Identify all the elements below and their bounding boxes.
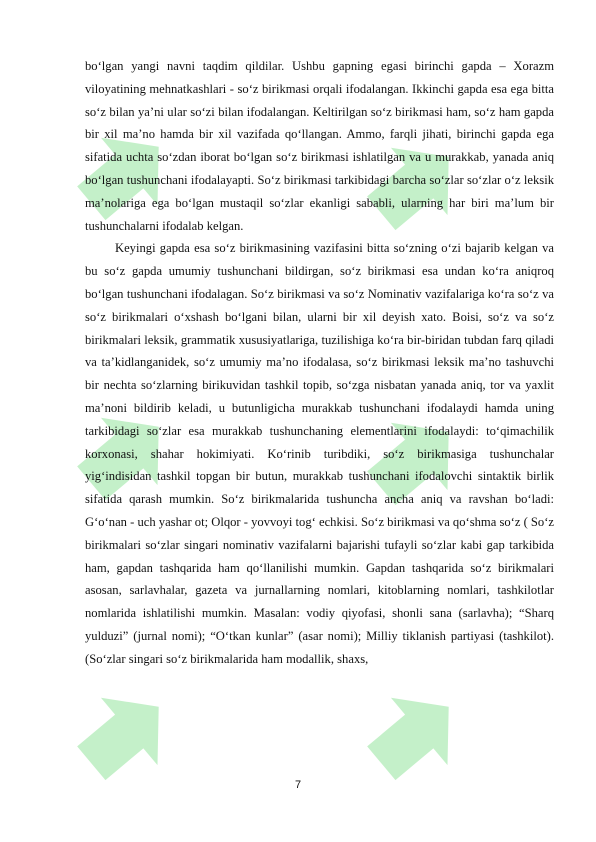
green-arrow-watermark-icon <box>70 680 180 790</box>
paragraph: bo‘lgan yangi navni taqdim qildilar. Ushbu gapning egasi birinchi gapda – Xorazm viloyatining mehnatkashlari - so‘z birikmasi orqali ifodalangan. Ikkinchi gapda esa ega bitta so‘z bilan ya’ni ular so‘zi bilan ifodalangan. Keltirilgan so‘z birikmasi ham, so‘z ham gapda bir xil ma’no hamda bir xil vazifada qo‘llangan. Ammo, farqli jihati, birinchi gapda ega sifatida uchta so‘zdan iborat bo‘lgan so‘z birikmasi ishlatilgan va u murakkab, yanada aniq bo‘lgan tushunchani ifodalayapti. So‘z birikmasi tarkibidagi barcha so‘zlar so‘zlar o‘z leksik ma’nolariga ega bo‘lgan mustaqil so‘zlar ekanligi sababli, ularning har biri ma’lum bir tushunchalarni ifodalab kelgan. <box>85 59 554 233</box>
paragraph: Keyingi gapda esa so‘z birikmasining vazifasini bitta so‘zning o‘zi bajarib kelgan va bu so‘z gapda umumiy tushunchani bildirgan, so‘z birikmasi esa undan ko‘ra aniqroq bo‘lgan tushunchani ifodalagan. So‘z birikmasi va so‘z Nominativ vazifalariga ko‘ra so‘z va so‘z birikmalari o‘xshash bo‘lgani bilan, ularni bir xil deyish xato. Boisi, so‘z va so‘z birikmalari leksik, grammatik xususiyatlariga, tuzilishiga ko‘ra bir-biridan tubdan farq qiladi va ta’kidlanganidek, so‘z umumiy ma’no ifodalasa, so‘z birikmasi leksik ma’no tashuvchi bir nechta so‘zlarning birikuvidan tashkil topib, so‘zga nisbatan yanada aniq, tor va yaxlit ma’noni bildirib keladi, u butunligicha murakkab tushunchani ifodalaydi hamda uning tarkibidagi so‘zlar esa murakkab tushunchaning elementlarini ifodalaydi: to‘qimachilik korxonasi, shahar hokimiyati. Ko‘rinib turibdiki, so‘z birikmasiga tushunchalar yig‘indisidan tashkil topgan bir butun, murakkab tushunchani ifodalovchi sintaktik birlik sifatida qarash mumkin. So‘z birikmalarida tushuncha ancha aniq va ravshan bo‘ladi: G‘o‘nan - uch yashar ot; Olqor - yovvoyi tog‘ echkisi. So‘z birikmasi va qo‘shma so‘z ( So‘z birikmalari so‘zlar singari nominativ vazifalarni bajarishi tufayli so‘zlar kabi gap tarkibida ham, gapdan tashqarida ham qo‘llanilishi mumkin. Gapdan tashqarida so‘z birikmalari asosan, sarlavhalar, gazeta va jurnallarning nomlari, kitoblarning nomlari, tashkilotlar nomlarida ishlatilishi mumkin. Masalan: vodiy qiyofasi, shonli sana (sarlavha); “Sharq yulduzi” (jurnal nomi); “O‘tkan kunlar” (asar nomi); Milliy tiklanish partiyasi (tashkilot). (So‘zlar singari so‘z birikmalarida ham modallik, shaxs, <box>85 241 555 666</box>
body-text <box>85 55 554 671</box>
green-arrow-watermark-icon <box>360 680 470 790</box>
page-number: 7 <box>294 779 302 791</box>
